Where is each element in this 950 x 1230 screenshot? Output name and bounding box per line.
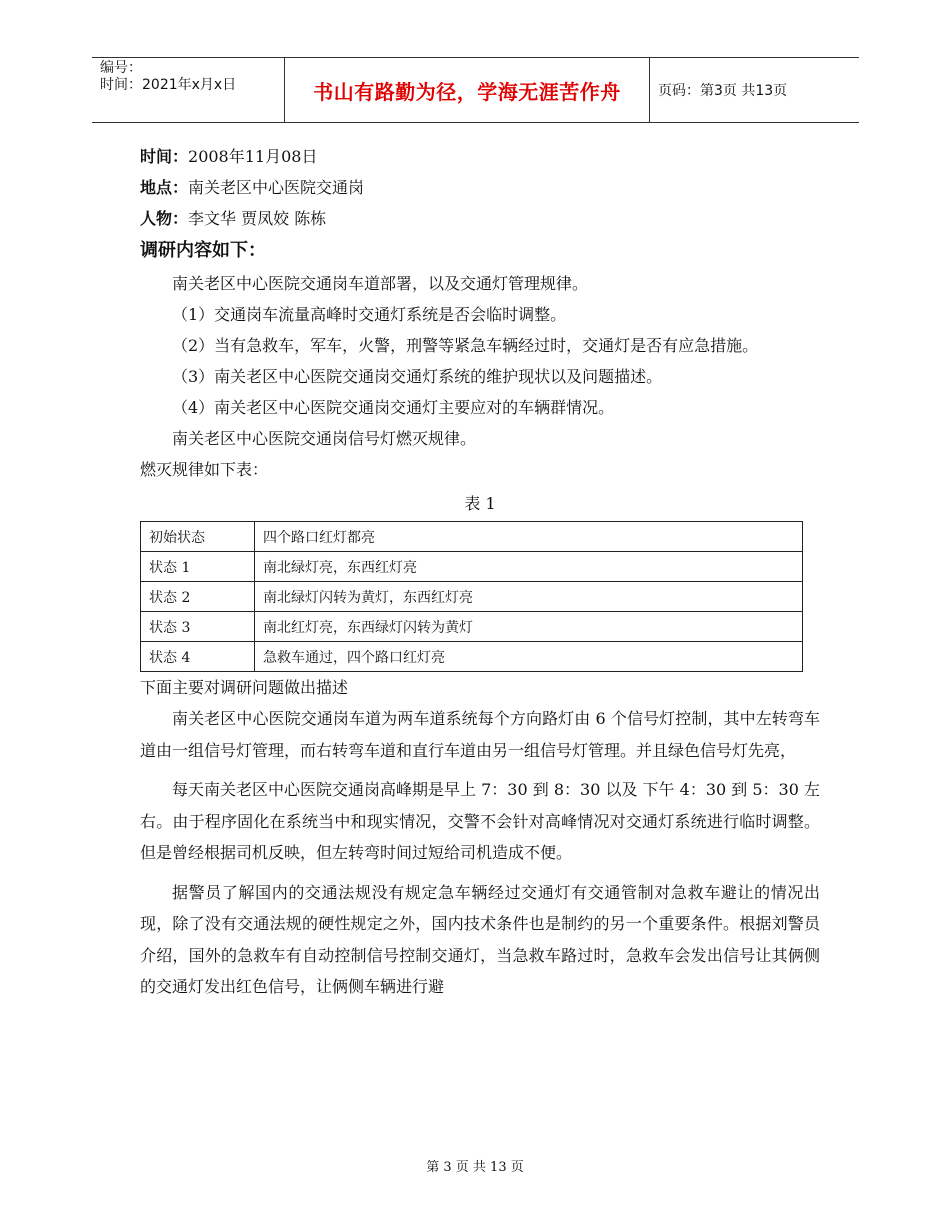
meta-place-value: 南关老区中心医院交通岗 — [188, 178, 365, 197]
intro-text: 南关老区中心医院交通岗车道部署，以及交通灯管理规律。 — [172, 274, 589, 293]
meta-time — [140, 141, 820, 172]
table-row — [141, 642, 803, 672]
table-cell-state: 状态 1 — [141, 552, 255, 582]
table-cell-desc: 南北绿灯亮，东西红灯亮 — [255, 552, 803, 582]
table-row — [141, 552, 803, 582]
signal-state-table — [140, 521, 803, 672]
header-page-info: 页码：第3页 共13页 — [658, 83, 788, 99]
table-intro: 燃灭规律如下表： — [140, 460, 269, 479]
meta-time-label: 时间： — [140, 147, 189, 166]
list-item: （1）交通岗车流量高峰时交通灯系统是否会临时调整。 — [172, 305, 567, 324]
header-time-label: 时间：2021年x月x日 — [100, 77, 237, 93]
table-cell-state: 状态 2 — [141, 582, 255, 612]
document-body — [140, 141, 820, 1003]
table-caption: 表 1 — [464, 494, 496, 513]
meta-place — [140, 172, 820, 203]
header-motto: 书山有路勤为径，学海无涯苦作舟 — [285, 58, 650, 122]
meta-people-value: 李文华 贾凤姣 陈栋 — [188, 209, 327, 228]
table-row — [141, 582, 803, 612]
table-cell-state: 初始状态 — [141, 522, 255, 552]
header-number-label: 编号： — [100, 60, 142, 76]
table-cell-desc: 南北绿灯闪转为黄灯，东西红灯亮 — [255, 582, 803, 612]
meta-people-label: 人物： — [140, 209, 189, 228]
list-item: （4）南关老区中心医院交通岗交通灯主要应对的车辆群情况。 — [172, 398, 615, 417]
meta-time-value: 2008年11月08日 — [188, 147, 318, 166]
table-cell-state: 状态 3 — [141, 612, 255, 642]
description-title: 下面主要对调研问题做出描述 — [140, 678, 349, 697]
paragraph: 据警员了解国内的交通法规没有规定急车辆经过交通灯有交通管制对急救车避让的情况出现，除了没有交通法规的硬性规定之外，国内技术条件也是制约的另一个重要条件。根据刘警员介绍，国外的急救车有自动控制信号控制交通灯，当急救车路过时，急救车会发出信号让其俩侧的交通灯发出红色信号，让俩侧车辆进行避 — [140, 882, 820, 996]
page-footer: 第 3 页 共 13 页 — [426, 1160, 524, 1175]
table-cell-desc: 南北红灯亮，东西绿灯闪转为黄灯 — [255, 612, 803, 642]
section-title: 调研内容如下： — [140, 240, 266, 261]
table-row — [141, 522, 803, 552]
header-left-cell — [92, 58, 285, 122]
list-item: （2）当有急救车，军车，火警，刑警等紧急车辆经过时，交通灯是否有应急措施。 — [172, 336, 759, 355]
paragraph: 南关老区中心医院交通岗车道为两车道系统每个方向路灯由 6 个信号灯控制，其中左转弯车道由一组信号灯管理，而右转弯车道和直行车道由另一组信号灯管理。并且绿色信号灯先亮， — [140, 709, 820, 760]
meta-place-label: 地点： — [140, 178, 189, 197]
signal-rule-text: 南关老区中心医院交通岗信号灯燃灭规律。 — [172, 429, 477, 448]
list-item: （3）南关老区中心医院交通岗交通灯系统的维护现状以及问题描述。 — [172, 367, 663, 386]
table-cell-state: 状态 4 — [141, 642, 255, 672]
table-row — [141, 612, 803, 642]
page-header — [92, 57, 859, 123]
table-cell-desc: 急救车通过，四个路口红灯亮 — [255, 642, 803, 672]
meta-people — [140, 203, 820, 234]
table-cell-desc: 四个路口红灯都亮 — [255, 522, 803, 552]
paragraph: 每天南关老区中心医院交通岗高峰期是早上 7：30 到 8：30 以及 下午 4：30 到 5：30 左右。由于程序固化在系统当中和现实情况，交警不会针对高峰情况对交通灯系统进行临时调整。但是曾经根据司机反映，但左转弯时间过短给司机造成不便。 — [140, 780, 820, 862]
